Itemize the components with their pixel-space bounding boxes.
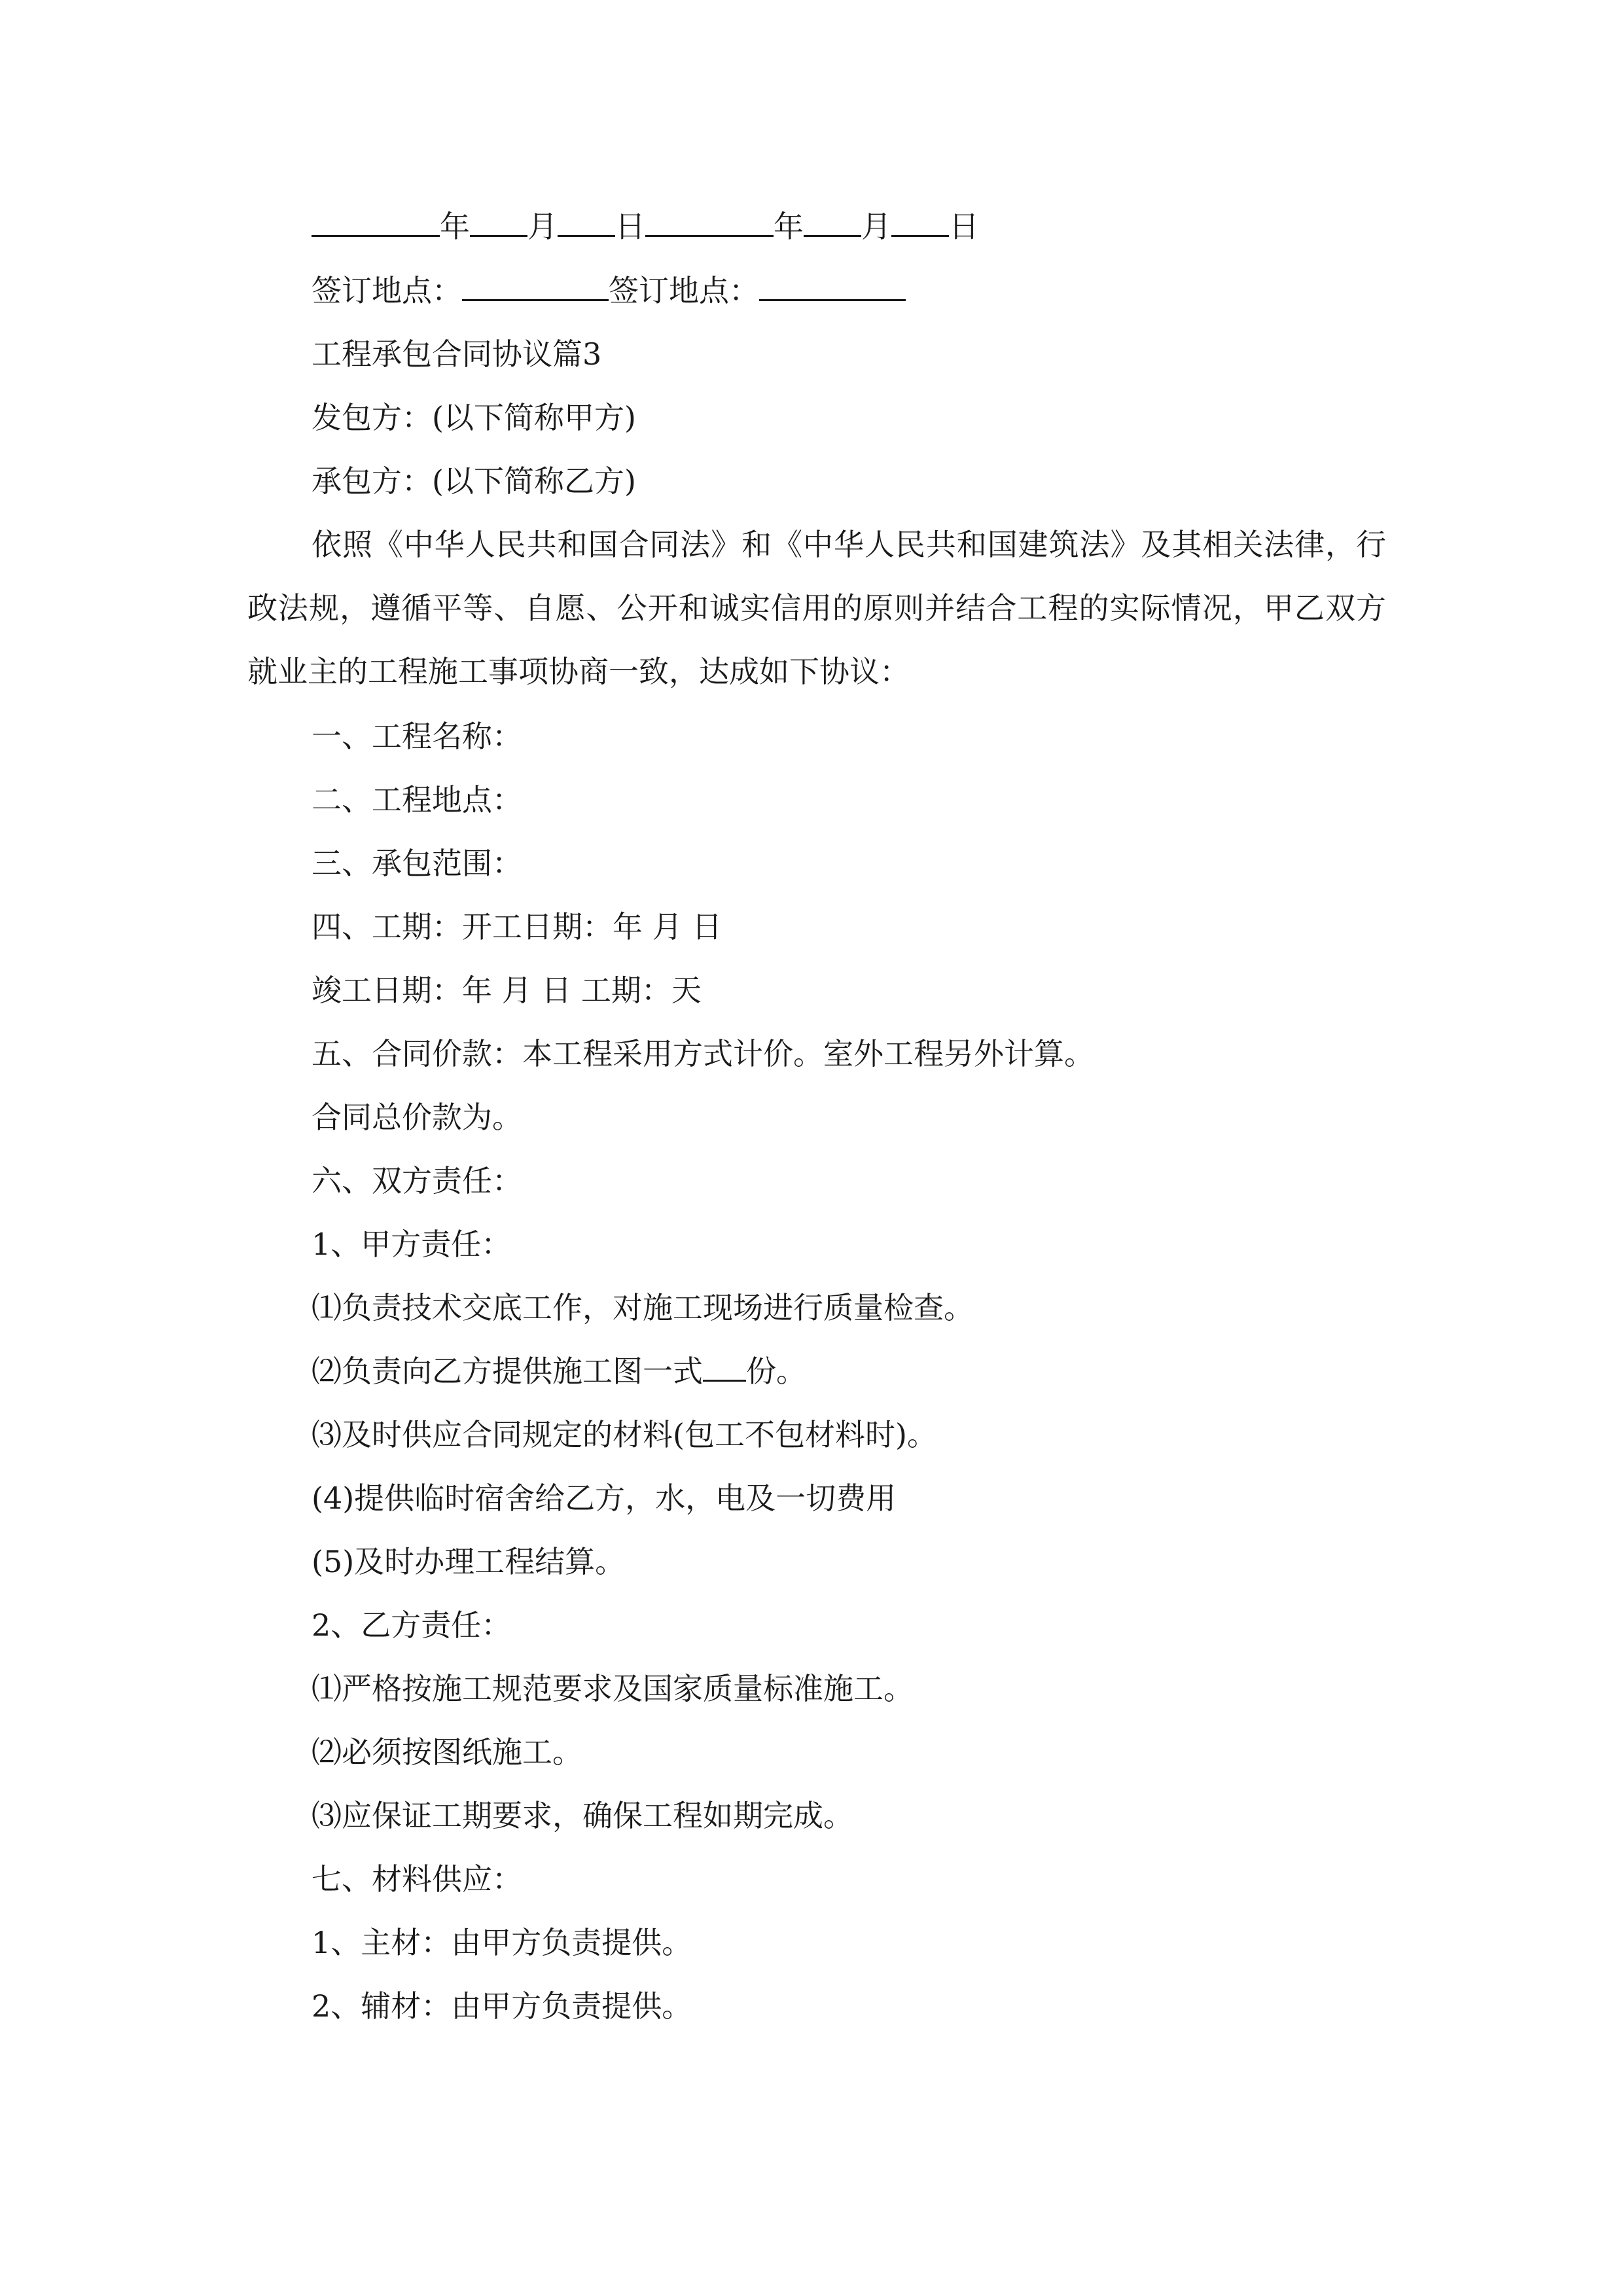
blank-day-b <box>891 209 949 237</box>
blank-year-a <box>312 209 440 237</box>
item-project-site: 二、工程地点： <box>312 782 522 817</box>
blank-copies <box>703 1354 746 1382</box>
day-label-b: 日 <box>949 209 979 244</box>
party-a-duty-2-text: ⑵负责向乙方提供施工图一式 <box>312 1354 703 1389</box>
section-title: 工程承包合同协议篇3 <box>312 336 602 372</box>
year-label-b: 年 <box>774 209 804 244</box>
material-auxiliary: 2、辅材：由甲方负责提供。 <box>312 1988 692 2024</box>
date-line <box>312 207 979 246</box>
blank-place-b <box>759 273 906 301</box>
intro-paragraph: 依照《中华人民共和国合同法》和《中华人民共和国建筑法》及其相关法律，行政法规，遵循平等、自愿、公开和诚实信用的原则并结合工程的实际情况，甲乙双方就业主的工程施工事项协商一致，达成如下协议： <box>247 527 1386 689</box>
item-project-name: 一、工程名称： <box>312 719 522 754</box>
party-b-duty-3: ⑶应保证工期要求，确保工程如期完成。 <box>312 1798 853 1833</box>
party-a-duty-2 <box>312 1352 806 1391</box>
employer-line: 发包方：(以下简称甲方) <box>312 400 636 435</box>
party-a-duties-title: 1、甲方责任： <box>312 1227 512 1262</box>
blank-month-b <box>804 209 861 237</box>
blank-place-a <box>462 273 609 301</box>
party-a-duty-1: ⑴负责技术交底工作，对施工现场进行质量检查。 <box>312 1290 974 1325</box>
item-period-end: 竣工日期：年 月 日 工期：天 <box>312 973 702 1008</box>
blank-year-b <box>645 209 774 237</box>
item-total-price: 合同总价款为。 <box>312 1100 522 1135</box>
signing-place-line <box>312 271 906 310</box>
party-a-duty-2-suffix: 份。 <box>746 1354 806 1389</box>
party-a-duty-3: ⑶及时供应合同规定的材料(包工不包材料时)。 <box>312 1417 937 1452</box>
material-main: 1、主材：由甲方负责提供。 <box>312 1925 692 1960</box>
party-b-duties-title: 2、乙方责任： <box>312 1607 512 1643</box>
blank-day-a <box>558 209 615 237</box>
item-duties: 六、双方责任： <box>312 1163 522 1198</box>
year-label-a: 年 <box>440 209 470 244</box>
contractor-line: 承包方：(以下简称乙方) <box>312 463 636 499</box>
party-b-duty-2: ⑵必须按图纸施工。 <box>312 1734 582 1770</box>
item-period-start: 四、工期：开工日期：年 月 日 <box>312 909 722 944</box>
item-materials: 七、材料供应： <box>312 1861 522 1897</box>
month-label-b: 月 <box>861 209 891 244</box>
party-b-duty-1: ⑴严格按施工规范要求及国家质量标准施工。 <box>312 1671 914 1706</box>
day-label-a: 日 <box>615 209 645 244</box>
item-price: 五、合同价款：本工程采用方式计价。室外工程另外计算。 <box>312 1036 1094 1071</box>
party-a-duty-5: (5)及时办理工程结算。 <box>312 1544 626 1579</box>
signing-place-label-a: 签订地点： <box>312 273 462 308</box>
month-label-a: 月 <box>527 209 558 244</box>
signing-place-label-b: 签订地点： <box>609 273 759 308</box>
blank-month-a <box>470 209 527 237</box>
item-scope: 三、承包范围： <box>312 846 522 881</box>
party-a-duty-4: (4)提供临时宿舍给乙方，水，电及一切费用 <box>312 1480 897 1516</box>
